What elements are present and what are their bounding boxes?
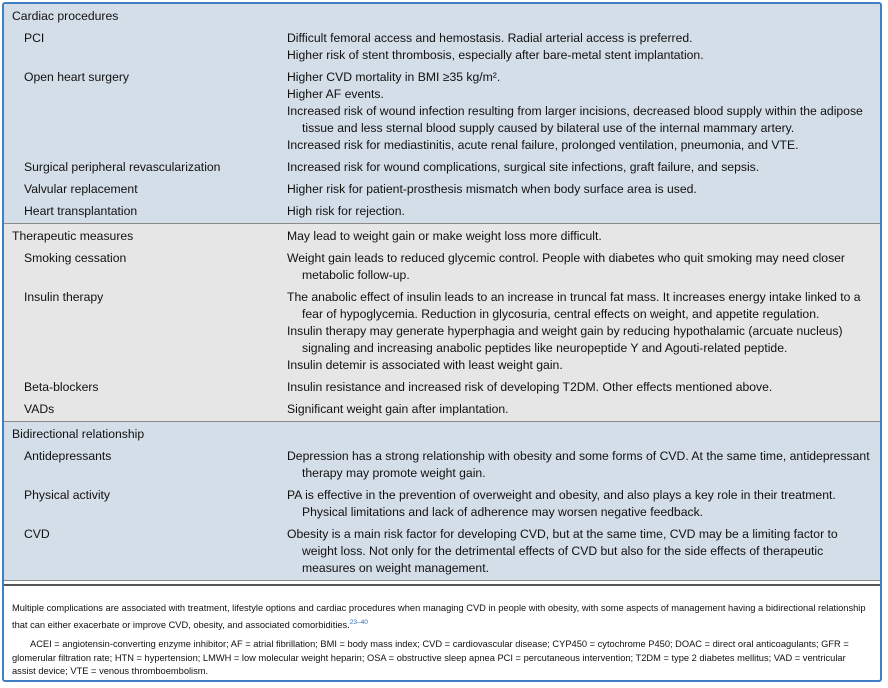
table-row <box>4 487 880 521</box>
table-row <box>4 448 880 482</box>
row-label: Beta-blockers <box>24 380 99 394</box>
description-paragraph: Increased risk of wound infection resulting from larger incisions, decreased blood supply within the adipose tissue and less sternal blood supply caused by bilateral use of the internal mammary artery. <box>287 104 863 135</box>
table-row <box>4 159 880 176</box>
section-heading-text <box>287 8 880 25</box>
table-row <box>4 69 880 154</box>
description-paragraph: The anabolic effect of insulin leads to an increase in truncal fat mass. It increases energy intake linked to a fear of hypoglycemia. Reduction in glycosuria, central effects on weight, and appetite regulation. <box>287 290 861 321</box>
table-row <box>4 250 880 284</box>
table-row <box>4 181 880 198</box>
description-paragraph: Higher risk for patient-prosthesis mismatch when body surface area is used. <box>287 182 697 196</box>
row-description <box>287 401 880 418</box>
section-heading-row <box>4 8 880 25</box>
description-paragraph: Insulin therapy may generate hyperphagia and weight gain by reducing hypothalamic (arcuate nucleus) signaling and increasing anabolic peptides like neuropeptide Y and Agouti-related peptide. <box>287 324 843 355</box>
row-description <box>287 379 880 396</box>
description-paragraph: Insulin resistance and increased risk of developing T2DM. Other effects mentioned above. <box>287 380 773 394</box>
section-heading-row <box>4 426 880 443</box>
description-paragraph: Difficult femoral access and hemostasis. Radial arterial access is preferred. <box>287 31 693 45</box>
row-description <box>287 526 880 577</box>
row-label: VADs <box>24 402 55 416</box>
description-paragraph: Higher CVD mortality in BMI ≥35 kg/m². <box>287 70 501 84</box>
row-description <box>287 69 880 154</box>
row-description <box>287 487 880 521</box>
section-heading-text: May lead to weight gain or make weight loss more difficult. <box>287 229 602 243</box>
row-label: CVD <box>24 527 50 541</box>
row-description <box>287 203 880 220</box>
description-paragraph: Insulin detemir is associated with least weight gain. <box>287 358 563 372</box>
complications-table <box>4 4 880 581</box>
row-description <box>287 30 880 64</box>
abbreviations-list: ACEI = angiotensin-converting enzyme inhibitor; AF = atrial fibrillation; BMI = body mass index; CVD = cardiovascular disease; CYP450 = cytochrome P450; DOAC = direct oral anticoagulants; GFR = glomerular filtration rate; HTN = hypertension; LMWH = low molecular weight heparin; OSA = obstructive sleep apnea PCI = percutaneous intervention; T2DM = type 2 diabetes mellitus; VAD = ventricular assist device; VTE = venous thromboembolism. <box>12 639 849 677</box>
description-paragraph: Obesity is a main risk factor for developing CVD, but at the same time, CVD may be a limiting factor to weight loss. Not only for the detrimental effects of CVD but also for the side effects of therapeutic measures on weight management. <box>287 527 838 575</box>
row-label: Physical activity <box>24 488 111 502</box>
row-description <box>287 448 880 482</box>
row-label: Smoking cessation <box>24 251 127 265</box>
row-label: Open heart surgery <box>24 70 130 84</box>
table-section <box>4 224 880 422</box>
row-label: Heart transplantation <box>24 204 138 218</box>
description-paragraph: Depression has a strong relationship with obesity and some forms of CVD. At the same time, antidepressant therapy may promote weight gain. <box>287 449 870 480</box>
row-description <box>287 289 880 374</box>
table-section <box>4 422 880 581</box>
table-section <box>4 4 880 224</box>
table-frame <box>2 2 882 682</box>
caption-reference[interactable]: 23–40 <box>349 618 368 626</box>
table-row <box>4 30 880 64</box>
section-heading: Therapeutic measures <box>12 229 134 243</box>
row-description <box>287 181 880 198</box>
row-description <box>287 159 880 176</box>
row-label: Valvular replacement <box>24 182 138 196</box>
row-description <box>287 250 880 284</box>
table-footnote <box>4 584 880 679</box>
description-paragraph: Increased risk for mediastinitis, acute renal failure, prolonged ventilation, pneumonia, and VTE. <box>287 138 799 152</box>
table-caption <box>12 602 872 632</box>
row-label: PCI <box>24 31 45 45</box>
row-label: Insulin therapy <box>24 290 104 304</box>
row-label: Surgical peripheral revascularization <box>24 160 221 174</box>
table-row <box>4 203 880 220</box>
description-paragraph: High risk for rejection. <box>287 204 405 218</box>
description-paragraph: Higher risk of stent thrombosis, especially after bare-metal stent implantation. <box>287 48 704 62</box>
table-row <box>4 289 880 374</box>
row-label: Antidepressants <box>24 449 112 463</box>
section-heading: Bidirectional relationship <box>12 427 145 441</box>
caption-text: Multiple complications are associated with treatment, lifestyle options and cardiac procedures when managing CVD in people with obesity, with some aspects of management having a bidirectional relationship that can either exacerbate or improve CVD, obesity, and associated comorbidities. <box>12 603 866 630</box>
description-paragraph: Higher AF events. <box>287 87 384 101</box>
description-paragraph: Weight gain leads to reduced glycemic control. People with diabetes who quit smoking may need closer metabolic follow-up. <box>287 251 845 282</box>
description-paragraph: Increased risk for wound complications, surgical site infections, graft failure, and sepsis. <box>287 160 760 174</box>
table-row <box>4 401 880 418</box>
table-row <box>4 526 880 577</box>
section-heading-row <box>4 228 880 245</box>
description-paragraph: PA is effective in the prevention of overweight and obesity, and also plays a key role in their treatment. Physical limitations and lack of adherence may worsen negative feedback. <box>287 488 836 519</box>
section-heading: Cardiac procedures <box>12 9 119 23</box>
description-paragraph: Significant weight gain after implantation. <box>287 402 509 416</box>
table-row <box>4 379 880 396</box>
section-heading-text <box>287 426 880 443</box>
